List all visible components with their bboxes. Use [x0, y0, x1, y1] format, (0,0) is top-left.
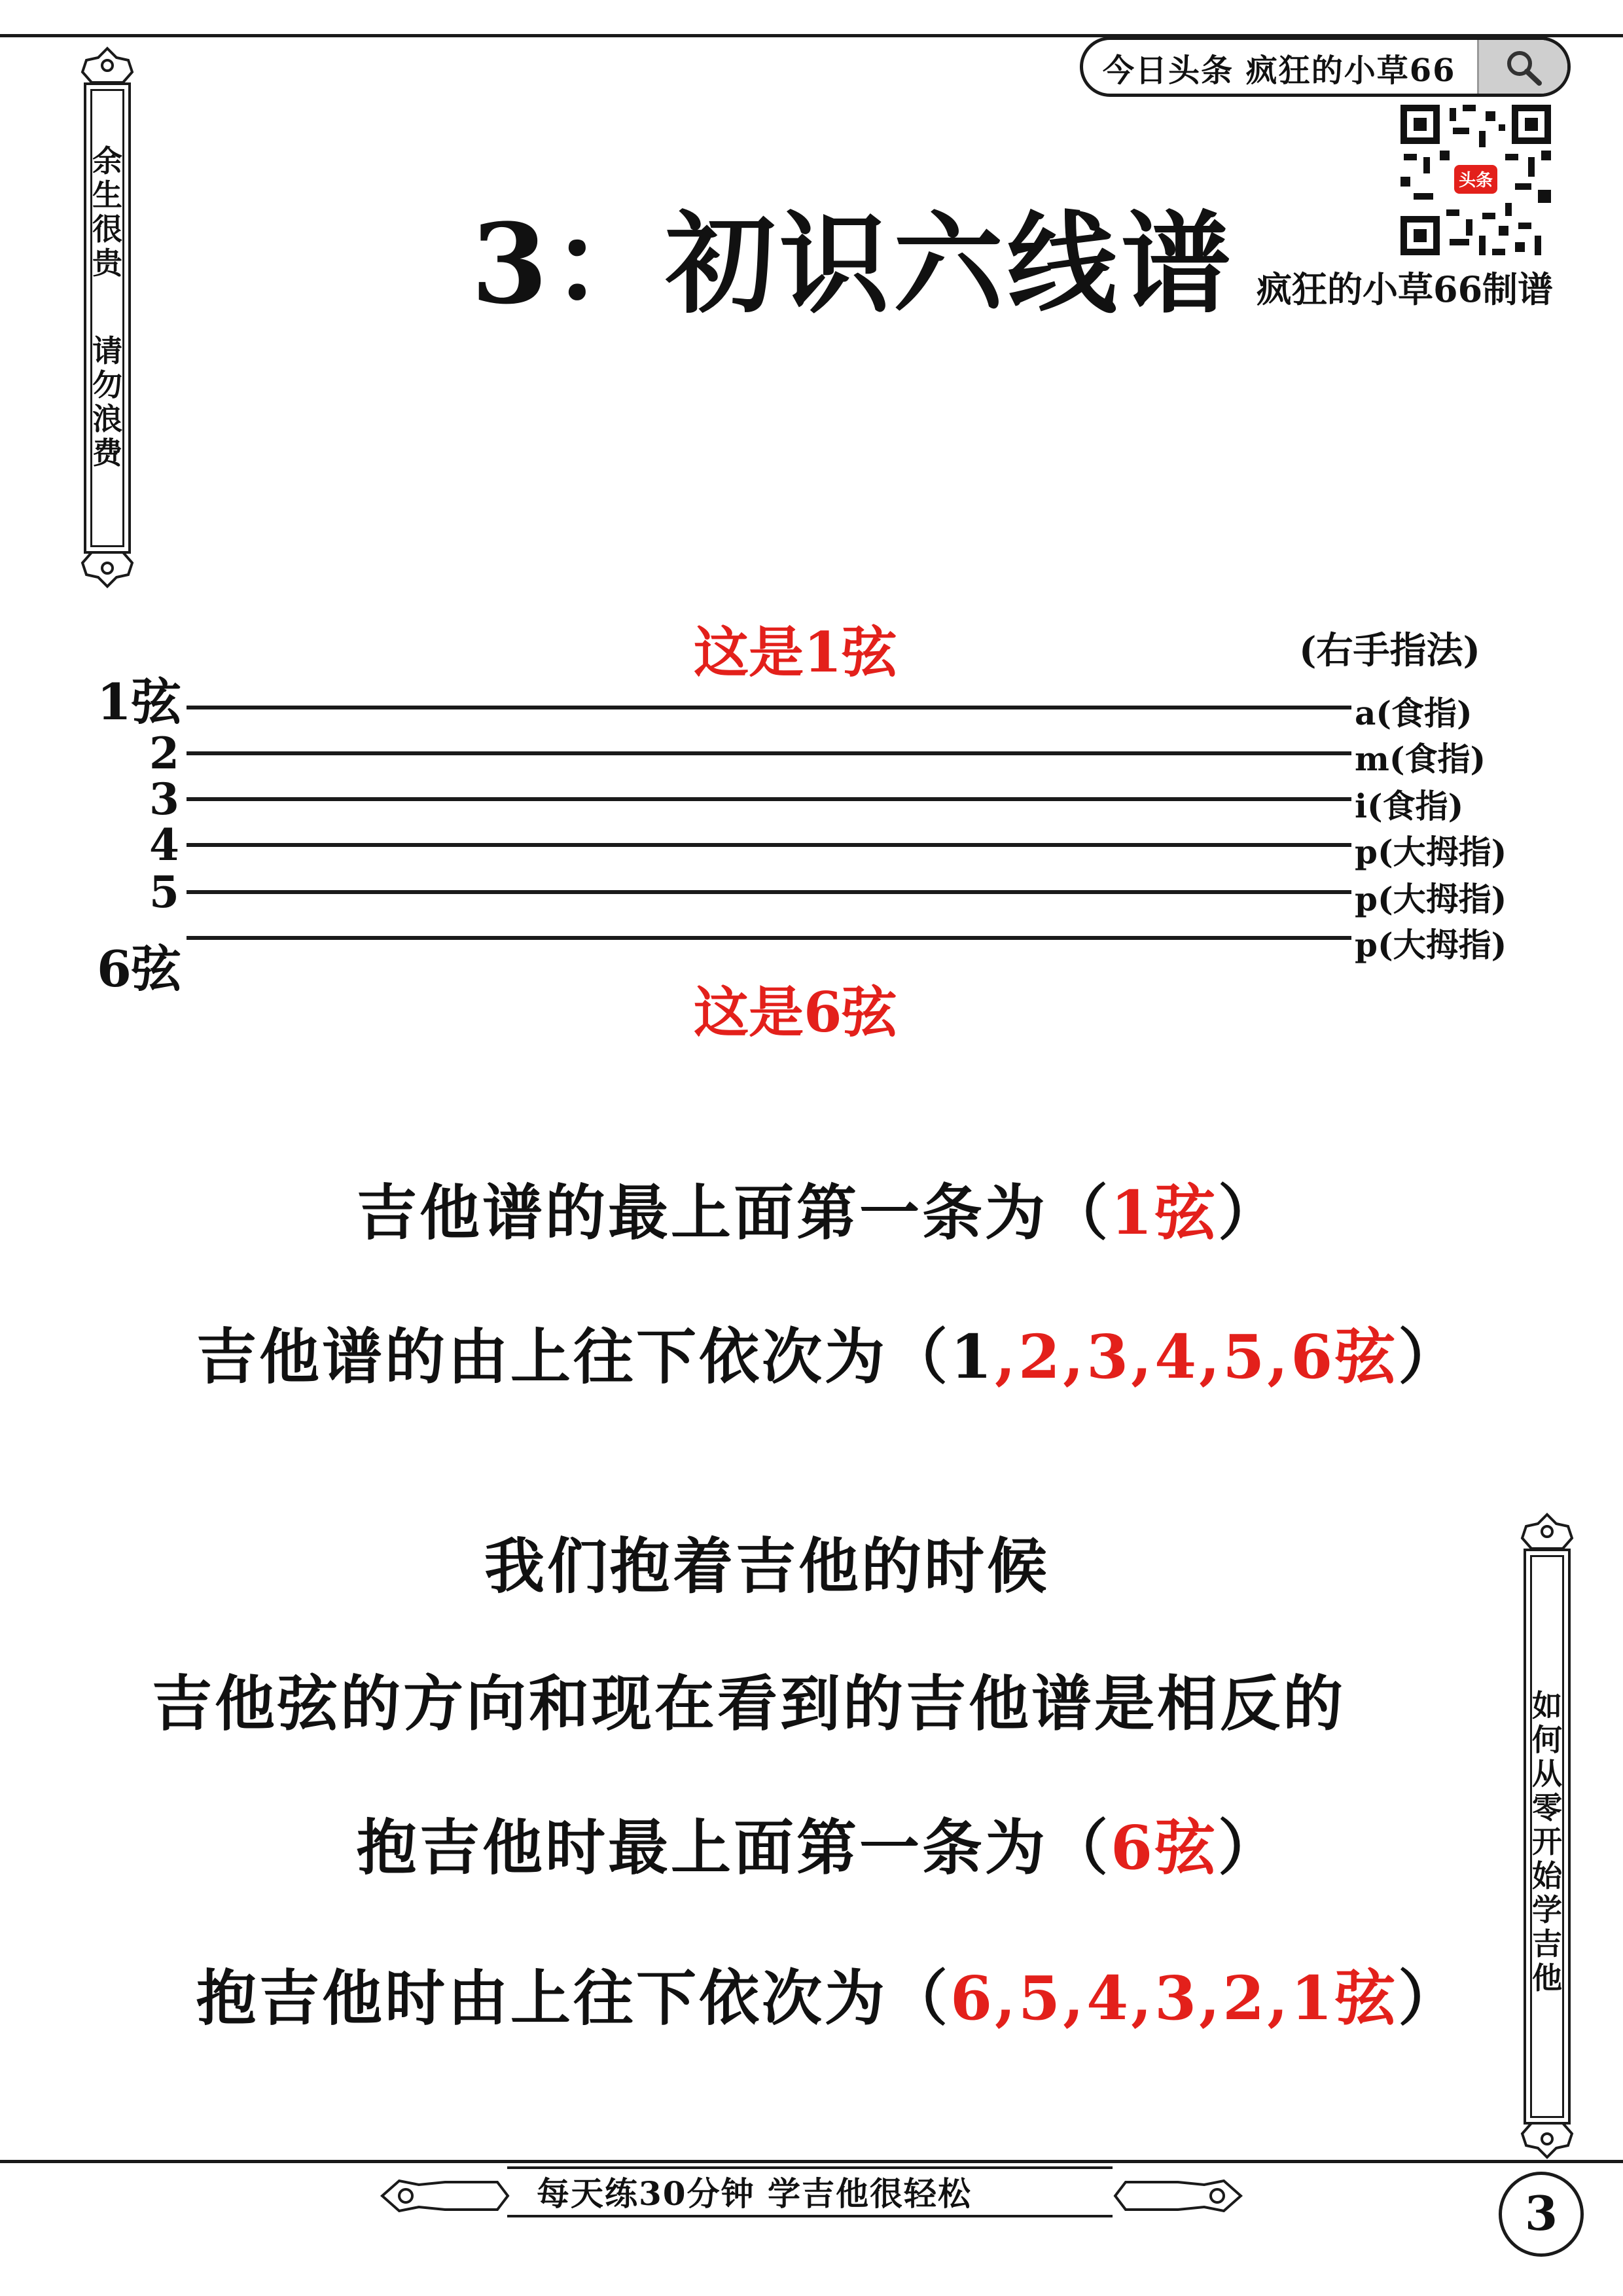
left-scroll	[77, 46, 137, 589]
finger-5: p(大拇指)	[1355, 880, 1507, 918]
footer-right-ornament-icon	[1113, 2173, 1243, 2219]
qr-code	[1400, 105, 1551, 255]
footer-slogan: 每天练30分钟 学吉他很轻松	[537, 2174, 972, 2213]
line-reversed: 吉他弦的方向和现在看到的吉他谱是相反的	[152, 1668, 1346, 1739]
tab-string-1	[187, 706, 1351, 709]
line-holding-order: 抱吉他时由上往下依次为（6,5,4,3,2,1弦）	[196, 1963, 1461, 2034]
bottom-string-label: 这是6弦	[694, 980, 897, 1045]
string-number-6: 6弦	[97, 940, 181, 998]
highlight-value: 6弦	[1111, 1812, 1219, 1883]
string-number-4: 4	[149, 819, 179, 870]
right-scroll-text: 如何从零开始学吉他	[1532, 1688, 1562, 1996]
line-top-string: 吉他谱的最上面第一条为（1弦）	[357, 1177, 1281, 1248]
finger-3: i(食指)	[1355, 787, 1464, 825]
finger-2: m(食指)	[1355, 740, 1486, 778]
qr-badge: 头条	[1458, 171, 1493, 190]
line-string-order: 吉他谱的由上往下依次为（1,2,3,4,5,6弦）	[196, 1321, 1461, 1392]
maker-credit: 疯狂的小草66制谱	[1257, 268, 1554, 310]
scroll-top-ornament-icon	[77, 46, 137, 85]
tab-string-5	[187, 890, 1351, 894]
left-scroll-text-1: 余生很贵	[92, 143, 122, 281]
highlight-value: 6,5,4,3,2,1弦	[950, 1963, 1399, 2034]
tab-string-3	[187, 797, 1351, 801]
finger-1: a(食指)	[1355, 694, 1472, 732]
line-holding-top: 抱吉他时最上面第一条为（6弦）	[357, 1812, 1281, 1883]
footer-left-ornament-icon	[380, 2173, 510, 2219]
tab-string-2	[187, 751, 1351, 755]
toutiao-search-box[interactable]	[1080, 37, 1571, 97]
right-scroll	[1517, 1512, 1577, 2160]
string-number-1: 1弦	[97, 673, 181, 731]
page-title: 3：初识六线谱	[471, 199, 1235, 329]
string-number-3: 3	[149, 774, 179, 825]
highlight-value: 1弦	[1111, 1177, 1219, 1248]
search-icon	[1479, 40, 1567, 94]
string-number-2: 2	[149, 728, 179, 779]
top-string-label: 这是1弦	[694, 620, 897, 685]
tab-string-4	[187, 843, 1351, 847]
finger-header: (右手指法)	[1299, 629, 1480, 672]
string-number-5: 5	[149, 867, 179, 918]
scroll-bottom-ornament-icon	[77, 550, 137, 589]
left-scroll-text-2: 请勿浪费	[92, 333, 122, 471]
scroll-top-ornament-icon	[1517, 1512, 1577, 1551]
scroll-bottom-ornament-icon	[1517, 2121, 1577, 2160]
finger-4: p(大拇指)	[1355, 833, 1507, 871]
line-holding: 我们抱着吉他的时候	[484, 1531, 1050, 1602]
highlight-value: ,2,3,4,5,6弦	[995, 1321, 1399, 1392]
page-number: 3	[1499, 2172, 1584, 2257]
search-button[interactable]	[1477, 40, 1567, 94]
search-text: 今日头条 疯狂的小草66	[1103, 52, 1456, 89]
bottom-rule	[0, 2160, 1623, 2163]
finger-6: p(大拇指)	[1355, 925, 1507, 964]
tab-string-6	[187, 936, 1351, 940]
